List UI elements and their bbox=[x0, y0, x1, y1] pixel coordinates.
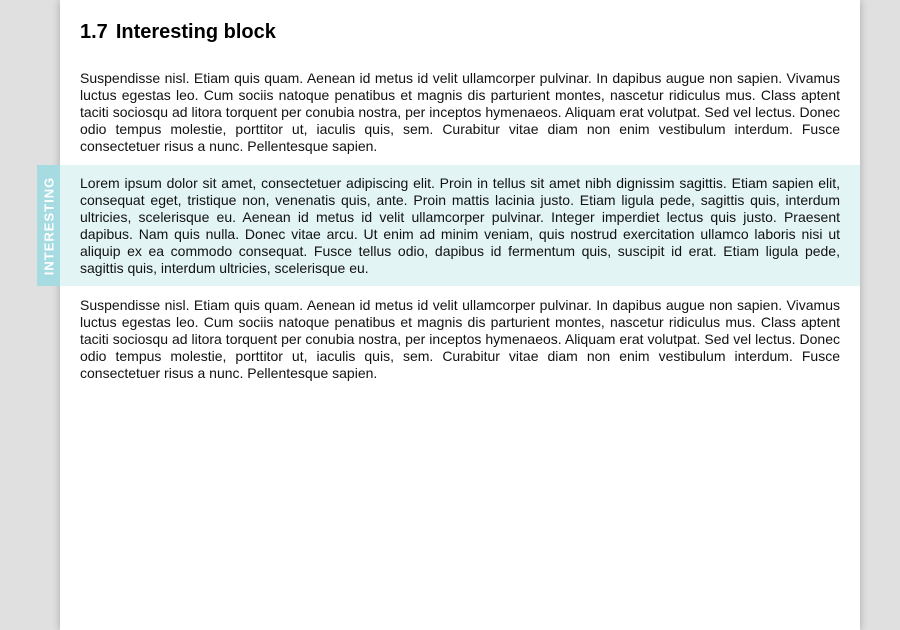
paragraph-intro: Suspendisse nisl. Etiam quis quam. Aenean id metus id velit ullamcorper pulvinar. In dapibus augue non sapien. Vivamus luctus egestas leo. Cum sociis natoque penatibus et magnis dis parturient montes, nascetur ridiculus mus. Class aptent taciti sociosqu ad litora torquent per conubia nostra, per inceptos hymenaeos. Aliquam erat volutpat. Sed vel lectus. Donec odio tempus molestie, porttitor ut, iaculis quis, sem. Curabitur vitae diam non enim vestibulum interdum. Fusce consectetuer risus a nunc. Pellentesque sapien. bbox=[80, 70, 840, 154]
section-heading bbox=[80, 19, 276, 45]
interesting-block bbox=[37, 165, 860, 286]
paragraph-outro: Suspendisse nisl. Etiam quis quam. Aenean id metus id velit ullamcorper pulvinar. In dapibus augue non sapien. Vivamus luctus egestas leo. Cum sociis natoque penatibus et magnis dis parturient montes, nascetur ridiculus mus. Class aptent taciti sociosqu ad litora torquent per conubia nostra, per inceptos hymenaeos. Aliquam erat volutpat. Sed vel lectus. Donec odio tempus molestie, porttitor ut, iaculis quis, sem. Curabitur vitae diam non enim vestibulum interdum. Fusce consectetuer risus a nunc. Pellentesque sapien. bbox=[80, 297, 840, 381]
document-page bbox=[41, 0, 860, 630]
section-title: Interesting block bbox=[115, 21, 276, 43]
interesting-text: Lorem ipsum dolor sit amet, consectetuer adipiscing elit. Proin in tellus sit amet nibh dignissim sagittis. Etiam sapien elit, consequat eget, tristique non, venenatis quis, ante. Proin mattis lacinia justo. Etiam ligula pede, sagittis quis, interdum ultricies, scelerisque eu. Aenean id metus id velit ullamcorper pulvinar. Integer imperdiet lectus quis justo. Praesent dapibus. Nam quis nulla. Donec vitae arcu. Ut enim ad minim veniam, quis nostrud exercitation ullamco laboris nisi ut aliquip ex ea commodo consequat. Fusce tellus odio, dapibus id fermentum quis, suscipit id erat. Etiam ligula pede, sagittis quis, interdum ultricies, scelerisque eu. bbox=[80, 175, 840, 276]
interesting-side-bar bbox=[37, 165, 60, 286]
section-number: 1.7 bbox=[80, 21, 108, 43]
interesting-label: INTERESTING bbox=[41, 176, 56, 275]
